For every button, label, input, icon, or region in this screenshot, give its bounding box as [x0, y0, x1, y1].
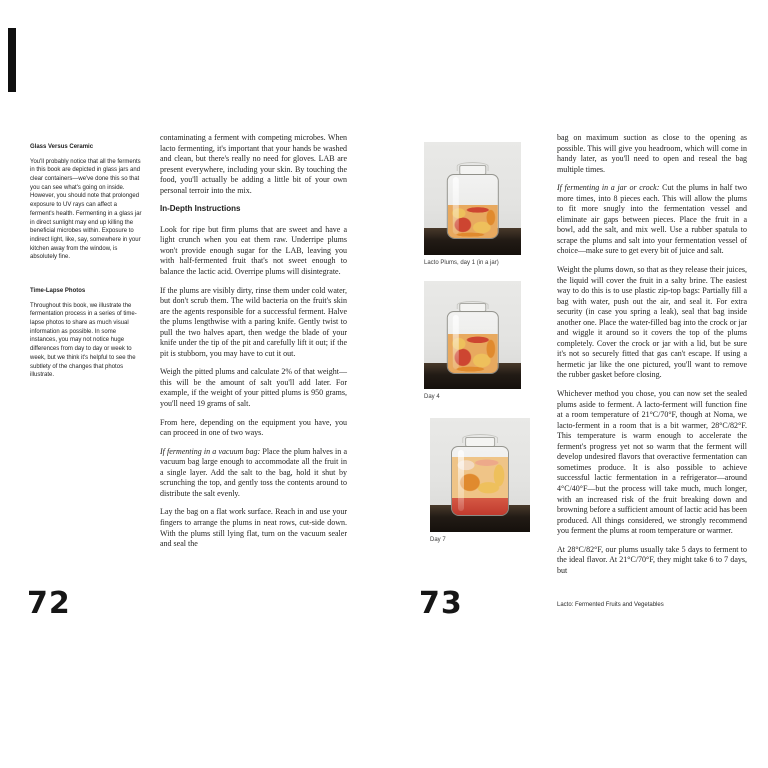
- paragraph: [160, 418, 347, 439]
- paragraph: [160, 507, 347, 549]
- margin-note-time-lapse-photos: [30, 287, 142, 380]
- page-number-right: 73: [419, 586, 463, 621]
- book-cover-edge: [8, 28, 16, 92]
- left-text-column: [160, 133, 347, 558]
- jar-glass: [451, 446, 509, 516]
- section-heading: In-Depth Instructions: [160, 204, 241, 214]
- margin-note-body: Throughout this book, we illustrate the fermentation process in a series of time-lapse photos to share as much visual information as possible. In some instances, you may not notice huge differences from day to day or week to week, but we think it's helpful to see the subtlety of the changes that photos illustrate.: [30, 302, 137, 379]
- fermentation-jar: [446, 165, 498, 240]
- jar-photo-day1: [424, 142, 521, 255]
- photo-figure-day1: [424, 142, 521, 266]
- fermentation-jar: [451, 436, 509, 516]
- glass-highlight: [458, 450, 465, 511]
- paragraph-text: contaminating a ferment with competing microbes. When lacto fermenting, it's important that your hands be washed and clean, but there's really no need for gloves. LAB are present everywhere, including your skin. By touching the food, you'll actually be adding a little bit of your own personal terroir into the mix.: [160, 133, 347, 195]
- paragraph: [160, 447, 347, 500]
- paragraph: [160, 225, 347, 278]
- photo-caption: Day 4: [424, 394, 440, 400]
- paragraph-text: Weight the plums down, so that as they release their juices, the liquid will cover the fruit in a salty brine. The easiest way to do this is to use plastic zip-top bags: Partially fill a bag with water, push out the air, and seal it. For extra security (in case you spring a leak), seal that bag inside another one. Place the water-filled bag into the crock or jar and wiggle it around so it covers the top of the plums completely. Cover the crock or jar with a lid, but be sure it's not so securely fitted that gas can't escape. If using a hermetic jar like the one pictured, you'll want to remove the rubber gasket before closing.: [557, 265, 747, 380]
- right-text-column: [557, 133, 747, 584]
- photo-figure-day7: [430, 418, 530, 543]
- paragraph: [160, 367, 347, 409]
- paragraph-lead: If fermenting in a jar or crock:: [557, 183, 663, 193]
- paragraph-text: Cut the plums in half two more times, into 8 pieces each. This will allow the plums to fit more snugly into the fermentation vessel and eliminate air gaps between pieces. Place the fruit in a bowl, add the salt, and mix well. Use a rubber spatula to scrape the plums and salt into your fermentation vessel of choice—make sure to get every bit of juice and salt.: [557, 183, 747, 256]
- paragraph: [557, 265, 747, 381]
- paragraph: [557, 133, 747, 175]
- paragraph: [557, 545, 747, 577]
- photo-figure-day4: [424, 281, 521, 400]
- paragraph-text: Place the plum halves in a vacuum bag large enough to accommodate all the fruit in a single layer. Add the salt to the bag, hold it shut by scrunching the top, and gently toss the contents around to distribute the salt evenly.: [160, 446, 348, 498]
- margin-note-title: Time-Lapse Photos: [30, 288, 86, 294]
- chapter-footer: Lacto: Fermented Fruits and Vegetables: [557, 602, 664, 608]
- jar-photo-day7: [430, 418, 530, 532]
- jar-glass: [446, 311, 498, 374]
- margin-note-body: You'll probably notice that all the ferments in this book are depicted in glass jars and clear containers—we've done this so that you can see what's going on inside. However, you should note that prolonged exposure to UV rays can affect a ferment's health. Fermenting in a glass jar in direct sunlight may end up killing the beneficial microbes within. Exposure to indirect light, like, say, somewhere in your kitchen away from the window, is absolutely fine.: [30, 158, 142, 261]
- paragraph: [557, 389, 747, 537]
- paragraph: [557, 183, 747, 257]
- paragraph: [160, 286, 347, 360]
- paragraph-lead: If fermenting in a vacuum bag:: [160, 446, 263, 456]
- paragraph-text: Weigh the pitted plums and calculate 2% of that weight—this will be the amount of salt you'll add later. For example, if the weight of your pitted plums is 950 grams, you'll need 19 grams of salt.: [160, 367, 347, 409]
- paragraph-text: At 28°C/82°F, our plums usually take 5 days to ferment to the ideal flavor. At 21°C/70°F, they might take 6 to 7 days, but: [557, 544, 747, 575]
- glass-highlight: [452, 177, 458, 234]
- paragraph-text: bag on maximum suction as close to the opening as possible. This will give you headroom, which will come in handy later, as you'll need to open and reseal the bag multiple times.: [557, 133, 747, 174]
- paragraph-text: Whichever method you chose, you can now set the sealed plums aside to ferment. A lacto-ferment will function fine at a room temperature of 21°C/70°F, though at Noma, we lacto-ferment in a room that is a bit warmer, 28°C/82°F. This temperature is warm enough to accelerate the ferment's progress yet not so warm that the ferment will develop undesired flavors that overactive fermentation can sometimes produce. It is also possible to achieve successful lactic fermentation in a refrigerator—around 4°C/40°F—but the process will take much, much longer, with an increased risk of the fruit breaking down and browning before a sufficient amount of lactic acid has been produced. All things considered, we strongly recommend you ferment the plums at room temperature or warmer.: [557, 389, 747, 536]
- photo-caption: Lacto Plums, day 1 (in a jar): [424, 260, 499, 266]
- page-number-left: 72: [27, 586, 71, 621]
- glass-highlight: [452, 315, 458, 370]
- margin-note-glass-versus-ceramic: [30, 143, 142, 262]
- jar-photo-day4: [424, 281, 521, 389]
- fermentation-jar: [446, 303, 498, 374]
- paragraph-text: Look for ripe but firm plums that are sweet and have a light crunch when you eat them raw. Underripe plums won't provide enough sugar for the LAB, leaving you with half-fermented fruit that's not sweet enough to balance the lactic acid. Overripe plums will disintegrate.: [160, 224, 347, 277]
- paragraph: [160, 133, 347, 196]
- paragraph-text: From here, depending on the equipment you have, you can proceed in one of two ways.: [160, 417, 347, 438]
- paragraph-text: Lay the bag on a flat work surface. Reach in and use your fingers to arrange the plums in neat rows, cut-side down. With the plums still lying flat, turn on the vacuum sealer and seal the: [160, 507, 347, 549]
- margin-note-title: Glass Versus Ceramic: [30, 144, 94, 150]
- photo-caption: Day 7: [430, 537, 446, 543]
- jar-glass: [446, 174, 498, 240]
- paragraph-text: If the plums are visibly dirty, rinse them under cold water, but don't scrub them. The wild bacteria on the fruit's skin are the agents responsible for a successful ferment. Halve the plums lengthwise with a paring knife. Gently twist to pull the two halves apart, then wedge the blade of your knife under the tip of the pit and carefully lift it out; if the pit is stubborn, you may have to cut it out.: [160, 285, 347, 358]
